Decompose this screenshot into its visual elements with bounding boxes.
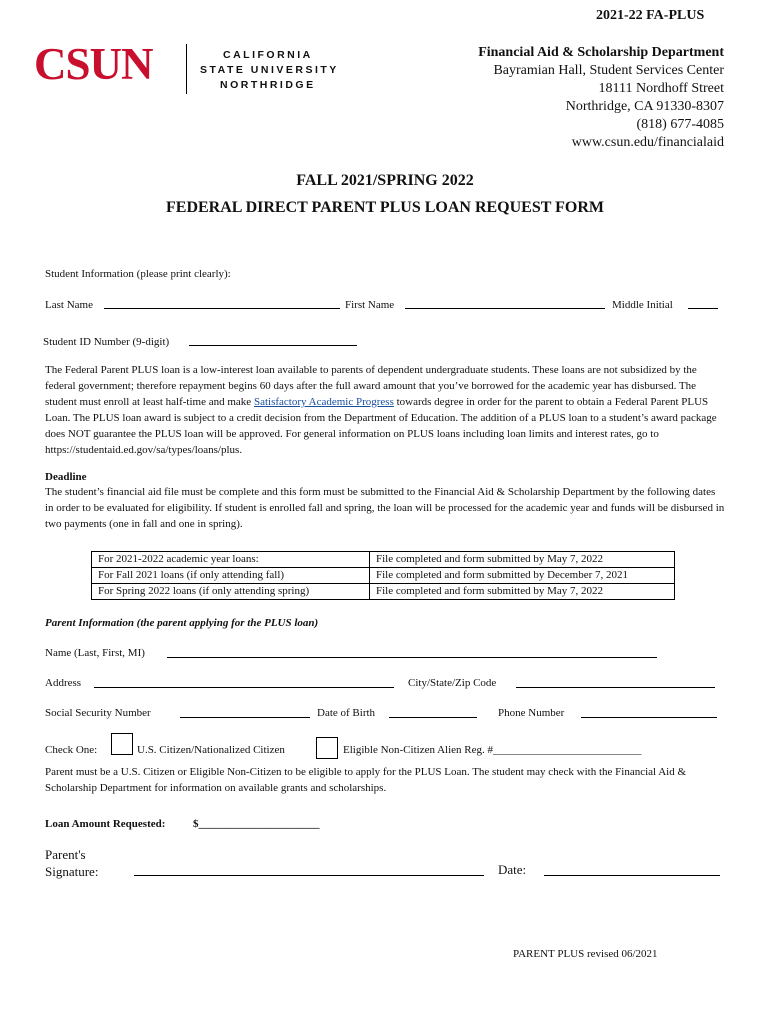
intro-text-part2: towards degree in order for the parent to obtain a Federal Parent PLUS Loan. The PLUS loan award is subject to a credit decision from the Department of Education. The addition of a PLUS loan to a student’s award package does NOT guarantee the PLUS loan will be approved. For general information on PLUS loans including loan limits and interest rates, go to https://studentaid.ed.gov/sa/types/loans/plus. xyxy=(45,396,717,456)
city-state-zip-field[interactable] xyxy=(516,687,715,688)
deadline-table xyxy=(91,551,675,600)
first-name-field[interactable] xyxy=(405,308,605,309)
address-line-3: Northridge, CA 91330-8307 xyxy=(565,99,724,114)
logo-line-northridge: NORTHRIDGE xyxy=(220,79,316,91)
logo-line-california: CALIFORNIA xyxy=(223,49,313,61)
form-title-term: FALL 2021/SPRING 2022 xyxy=(296,172,474,189)
first-name-label: First Name xyxy=(345,299,395,311)
date-field[interactable] xyxy=(544,875,720,876)
signature-label-line-1: Parent's xyxy=(45,847,86,862)
table-row xyxy=(92,552,675,568)
form-code: 2021-22 FA-PLUS xyxy=(596,8,705,23)
department-phone: (818) 677-4085 xyxy=(636,117,724,132)
dob-label: Date of Birth xyxy=(317,707,376,719)
address-line-2: 18111 Nordhoff Street xyxy=(598,81,724,96)
city-state-zip-label: City/State/Zip Code xyxy=(408,677,497,689)
student-info-heading: Student Information (please print clearly): xyxy=(45,268,231,280)
table-row xyxy=(92,584,675,600)
deadline-due: File completed and form submitted by December 7, 2021 xyxy=(370,568,675,584)
address-field[interactable] xyxy=(94,687,394,688)
citizen-label: U.S. Citizen/Nationalized Citizen xyxy=(137,744,285,756)
date-label: Date: xyxy=(498,862,527,877)
department-website[interactable]: www.csun.edu/financialaid xyxy=(571,135,724,150)
logo-divider xyxy=(186,44,187,94)
table-row xyxy=(92,568,675,584)
address-label: Address xyxy=(45,677,82,689)
last-name-field[interactable] xyxy=(104,308,340,309)
parent-info-heading: Parent Information (the parent applying for the PLUS loan) xyxy=(45,617,319,629)
loan-amount-field[interactable]: $______________________ xyxy=(193,818,320,830)
plus-loan-description xyxy=(45,362,725,458)
csun-logo: CSUN xyxy=(34,39,153,89)
deadline-heading: Deadline xyxy=(45,471,87,483)
middle-initial-field[interactable] xyxy=(688,308,718,309)
eligibility-note: Parent must be a U.S. Citizen or Eligible Non-Citizen to be eligible to apply for the PLUS Loan. The student may check with the Financial Aid & Scholarship Department for information on available grants and scholarships. xyxy=(45,766,687,794)
deadline-text: The student’s financial aid file must be complete and this form must be submitted to the Financial Aid & Scholarship Department by the following dates in order to be evaluated for eligibility. If student is enrolled fall and spring, the loan will be processed for the academic year and funds will be disbursed in two payments (one in fall and one in spring). xyxy=(45,486,725,530)
deadline-term: For 2021-2022 academic year loans: xyxy=(92,552,370,568)
noncitizen-label: Eligible Non-Citizen Alien Reg. #___________________________ xyxy=(343,744,642,756)
form-title: FEDERAL DIRECT PARENT PLUS LOAN REQUEST FORM xyxy=(166,199,604,216)
signature-label xyxy=(45,846,98,880)
phone-field[interactable] xyxy=(581,717,717,718)
department-name: Financial Aid & Scholarship Department xyxy=(478,45,724,60)
last-name-label: Last Name xyxy=(45,299,93,311)
loan-amount-label: Loan Amount Requested: xyxy=(45,818,166,830)
signature-label-line-2: Signature: xyxy=(45,864,99,879)
ssn-label: Social Security Number xyxy=(45,707,151,719)
deadline-term: For Spring 2022 loans (if only attending spring) xyxy=(92,584,370,600)
deadline-due: File completed and form submitted by May 7, 2022 xyxy=(370,584,675,600)
parent-name-field[interactable] xyxy=(167,657,657,658)
dob-field[interactable] xyxy=(389,717,477,718)
middle-initial-label: Middle Initial xyxy=(612,299,673,311)
phone-label: Phone Number xyxy=(498,707,565,719)
ssn-field[interactable] xyxy=(180,717,310,718)
student-id-label: Student ID Number (9-digit) xyxy=(43,336,170,348)
check-one-label: Check One: xyxy=(45,744,98,756)
intro-text-part1: The Federal Parent PLUS loan is a low-interest loan available to parents of dependent undergraduate students. These loans are not subsidized by the federal government; therefore repayment begins 60 days after the full award amount that you’ve borrowed for the academic year has disbursed. The student must enroll at least half-time and make xyxy=(45,364,697,408)
department-contact xyxy=(478,44,724,152)
deadline-term: For Fall 2021 loans (if only attending fall) xyxy=(92,568,370,584)
noncitizen-checkbox[interactable] xyxy=(316,737,338,759)
logo-line-state-university: STATE UNIVERSITY xyxy=(200,64,339,76)
revision-note: PARENT PLUS revised 06/2021 xyxy=(513,948,658,960)
deadline-due: File completed and form submitted by May 7, 2022 xyxy=(370,552,675,568)
sap-link[interactable]: Satisfactory Academic Progress xyxy=(253,396,394,408)
parent-name-label: Name (Last, First, MI) xyxy=(45,647,145,659)
student-id-field[interactable] xyxy=(189,345,357,346)
signature-field[interactable] xyxy=(134,875,484,876)
citizen-checkbox[interactable] xyxy=(111,733,133,755)
address-line-1: Bayramian Hall, Student Services Center xyxy=(493,63,724,78)
